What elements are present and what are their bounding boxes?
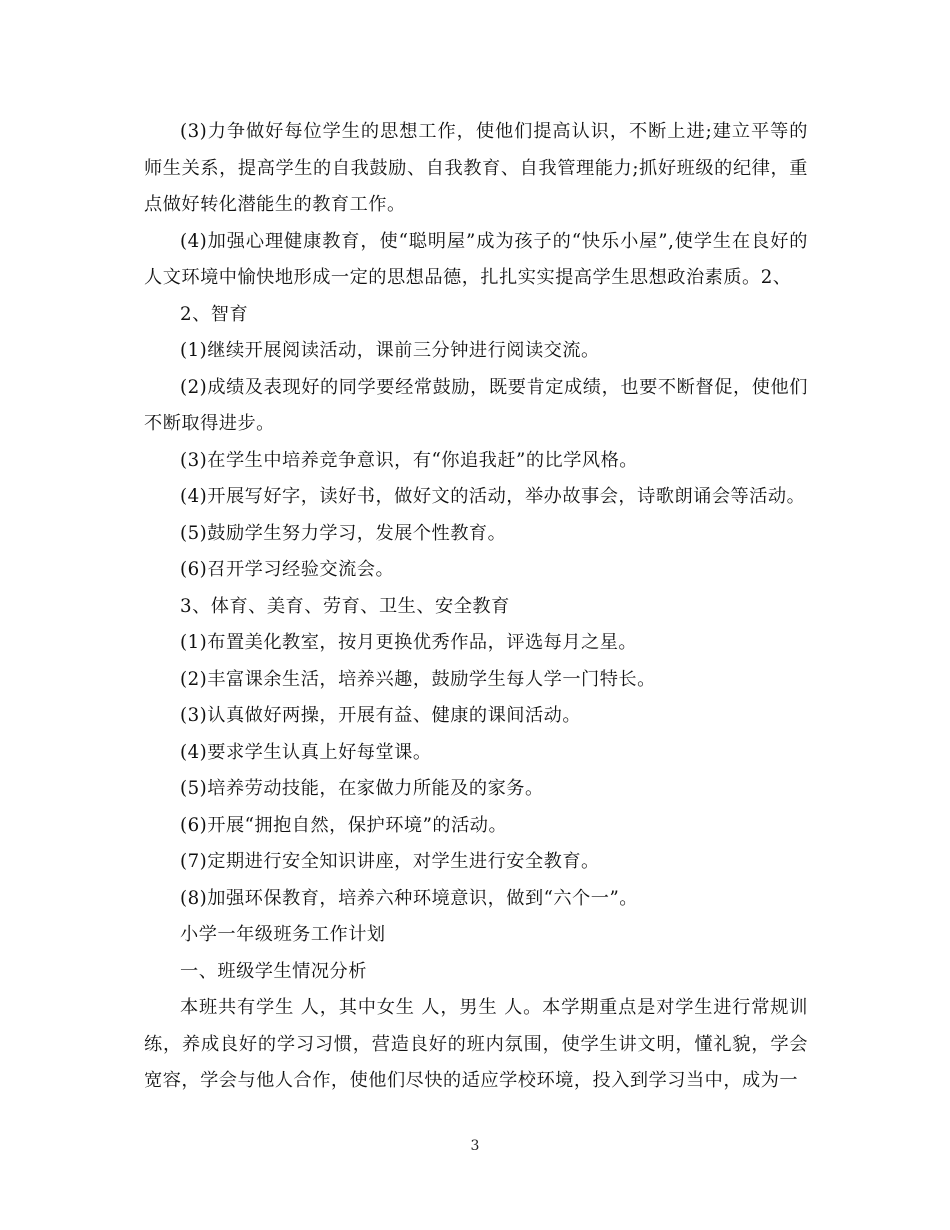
paragraph-pe-4: (4)要求学生认真上好每堂课。 — [180, 741, 432, 763]
paragraph-pe-7: (7)定期进行安全知识讲座，对学生进行安全教育。 — [180, 851, 600, 872]
paragraph-intellectual-1: (1)继续开展阅读活动，课前三分钟进行阅读交流。 — [180, 340, 600, 361]
paragraph-intellectual-4: (4)开展写好字，读好书，做好文的活动，举办故事会，诗歌朗诵会等活动。 — [180, 486, 806, 507]
paragraph-moral-4: (4)加强心理健康教育，使“聪明屋”成为孩子的“快乐小屋”,使学生在良好的人文环境中愉快地形成一定的思想品德，扎扎实实提高学生思想政治素质。2、 — [144, 230, 808, 288]
paragraph-class-analysis: 本班共有学生 人，其中女生 人，男生 人。本学期重点是对学生进行常规训练，养成良好的学习习惯，营造良好的班内氛围，使学生讲文明，懂礼貌，学会宽容，学会与他人合作，使他们尽快的适应学校环境，投入到学习当中，成为一 — [144, 997, 808, 1091]
page-number: 3 — [470, 1138, 480, 1154]
paragraph-pe-3: (3)认真做好两操，开展有益、健康的课间活动。 — [180, 705, 582, 726]
section-heading-intellectual: 2、智育 — [180, 303, 249, 325]
paragraph-intellectual-5: (5)鼓励学生努力学习，发展个性教育。 — [180, 522, 507, 544]
paragraph-intellectual-3: (3)在学生中培养竞争意识，有“你追我赶”的比学风格。 — [180, 449, 638, 471]
paragraph-moral-3: (3)力争做好每位学生的思想工作，使他们提高认识，不断上进;建立平等的师生关系，提高学生的自我鼓励、自我教育、自我管理能力;抓好班级的纪律，重点做好转化潜能生的教育工作。 — [144, 121, 808, 215]
paragraph-intellectual-2: (2)成绩及表现好的同学要经常鼓励，既要肯定成绩，也要不断督促，使他们不断取得进步。 — [144, 376, 808, 434]
paragraph-pe-1: (1)布置美化教室，按月更换优秀作品，评选每月之星。 — [180, 632, 638, 653]
paragraph-pe-8: (8)加强环保教育，培养六种环境意识，做到“六个一”。 — [180, 887, 638, 909]
section-heading-pe-art-labor: 3、体育、美育、劳育、卫生、安全教育 — [180, 595, 510, 617]
paragraph-pe-2: (2)丰富课余生活，培养兴趣，鼓励学生每人学一门特长。 — [180, 668, 656, 690]
paragraph-pe-5: (5)培养劳动技能，在家做力所能及的家务。 — [180, 778, 544, 799]
document-body — [144, 114, 808, 1100]
paragraph-intellectual-6: (6)召开学习经验交流会。 — [180, 559, 395, 580]
paragraph-pe-6: (6)开展“拥抱自然，保护环境”的活动。 — [180, 814, 508, 836]
document-subtitle: 小学一年级班务工作计划 — [180, 924, 386, 945]
section-heading-class-analysis: 一、班级学生情况分析 — [180, 960, 367, 982]
